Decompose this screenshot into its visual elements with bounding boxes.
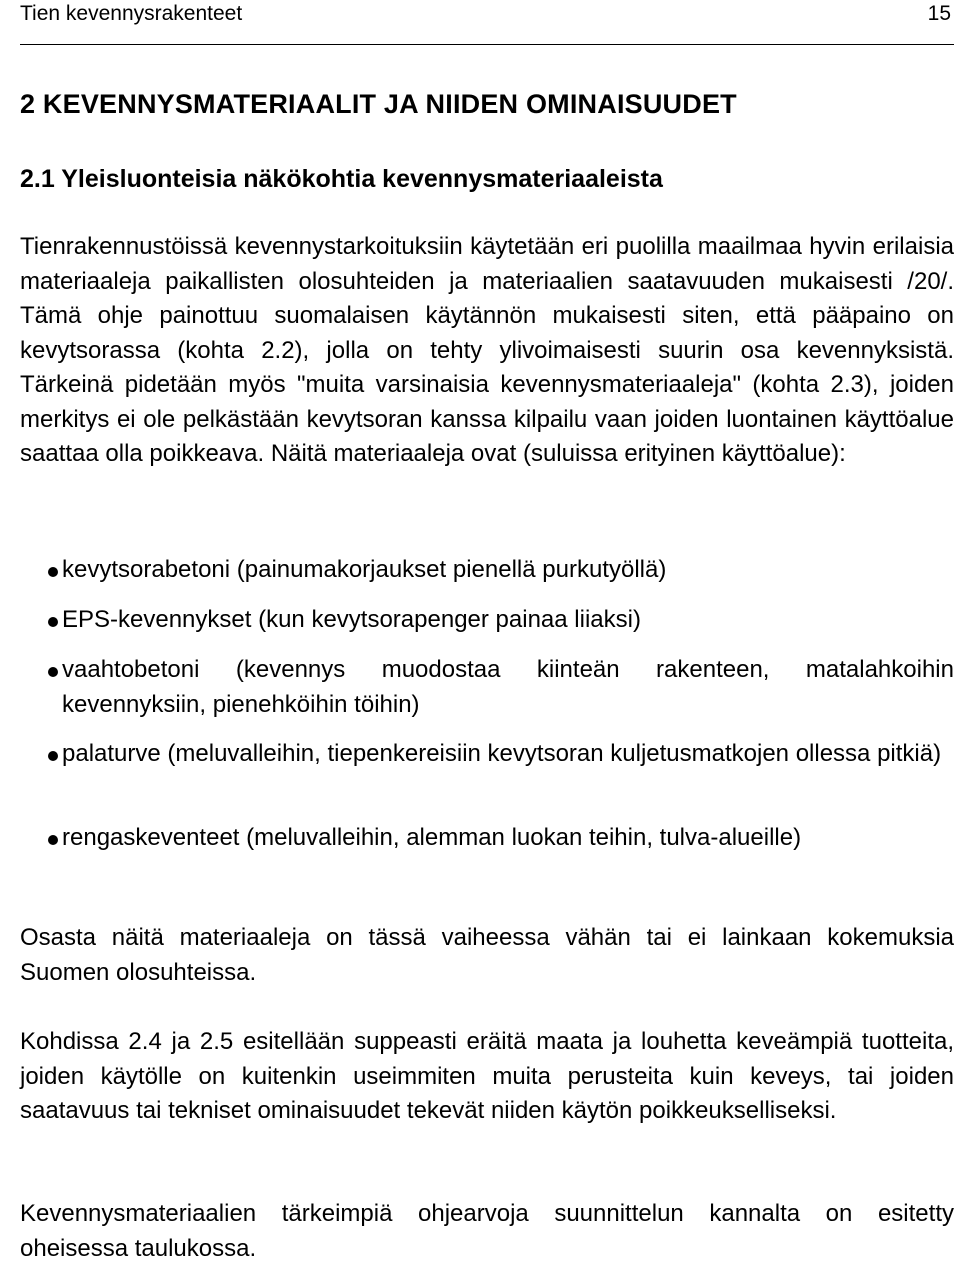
bullet-icon <box>48 617 58 627</box>
running-header-title: Tien kevennysrakenteet <box>20 2 243 25</box>
list-item <box>48 737 954 772</box>
list-item-text: rengaskeventeet (meluvalleihin, alemman luokan teihin, tulva-alueille) <box>62 824 802 851</box>
list-item-text: EPS-kevennykset (kun kevytsorapenger painaa liiaksi) <box>62 606 641 633</box>
list-item <box>48 603 954 638</box>
list-item <box>48 553 954 588</box>
section-heading: 2.1 Yleisluonteisia näkökohtia kevennysmateriaaleista <box>20 165 663 193</box>
bullet-icon <box>48 835 58 845</box>
bullet-icon <box>48 667 58 677</box>
bullet-icon <box>48 567 58 577</box>
list-item-text: kevytsorabetoni (painumakorjaukset pienellä purkutyöllä) <box>62 556 667 583</box>
sections-paragraph: Kohdissa 2.4 ja 2.5 esitellään suppeasti eräitä maata ja louhetta keveämpiä tuotteita, joiden käytölle on kuitenkin useimmiten muita perusteita kuin keveys, tai joiden saatavuus tai tekniset ominaisuudet tekevät niiden käytön poikkeukselliseksi. <box>20 1028 954 1124</box>
list-item-text: palaturve (meluvalleihin, tiepenkereisiin kevytsoran kuljetusmatkojen ollessa pitkiä) <box>62 740 942 767</box>
chapter-heading: 2 KEVENNYSMATERIAALIT JA NIIDEN OMINAISUUDET <box>20 89 737 119</box>
page-number: 15 <box>927 2 951 25</box>
list-item <box>48 821 954 856</box>
document-page <box>20 0 954 1267</box>
experience-paragraph: Osasta näitä materiaaleja on tässä vaiheessa vähän tai ei lainkaan kokemuksia Suomen olosuhteissa. <box>20 924 954 986</box>
list-item-text: vaahtobetoni (kevennys muodostaa kiinteän rakenteen, matalahkoihin kevennyksiin, pienehköihin töihin) <box>62 656 954 718</box>
running-header <box>20 0 954 44</box>
header-rule <box>20 44 954 45</box>
intro-paragraph: Tienrakennustöissä kevennystarkoituksiin käytetään eri puolilla maailmaa hyvin erilaisia materiaaleja paikallisten olosuhteiden ja materiaalien saatavuuden mukaisesti /20/. Tämä ohje painottuu suomalaisen käytännön mukaisesti siten, että pääpaino on kevytsorassa (kohta 2.2), jolla on tehty ylivoimaisesti suurin osa kevennyksistä. Tärkeinä pidetään myös "muita varsinaisia kevennysmateriaaleja" (kohta 2.3), joiden merkitys ei ole pelkästään kevytsoran kanssa kilpailu vaan joiden luontainen käyttöalue saattaa olla poikkeava. Näitä materiaaleja ovat (suluissa erityinen käyttöalue): <box>20 233 954 467</box>
list-item <box>48 653 954 722</box>
table-reference-paragraph: Kevennysmateriaalien tärkeimpiä ohjearvoja suunnittelun kannalta on esitetty oheisessa taulukossa. <box>20 1200 954 1262</box>
bullet-icon <box>48 751 58 761</box>
